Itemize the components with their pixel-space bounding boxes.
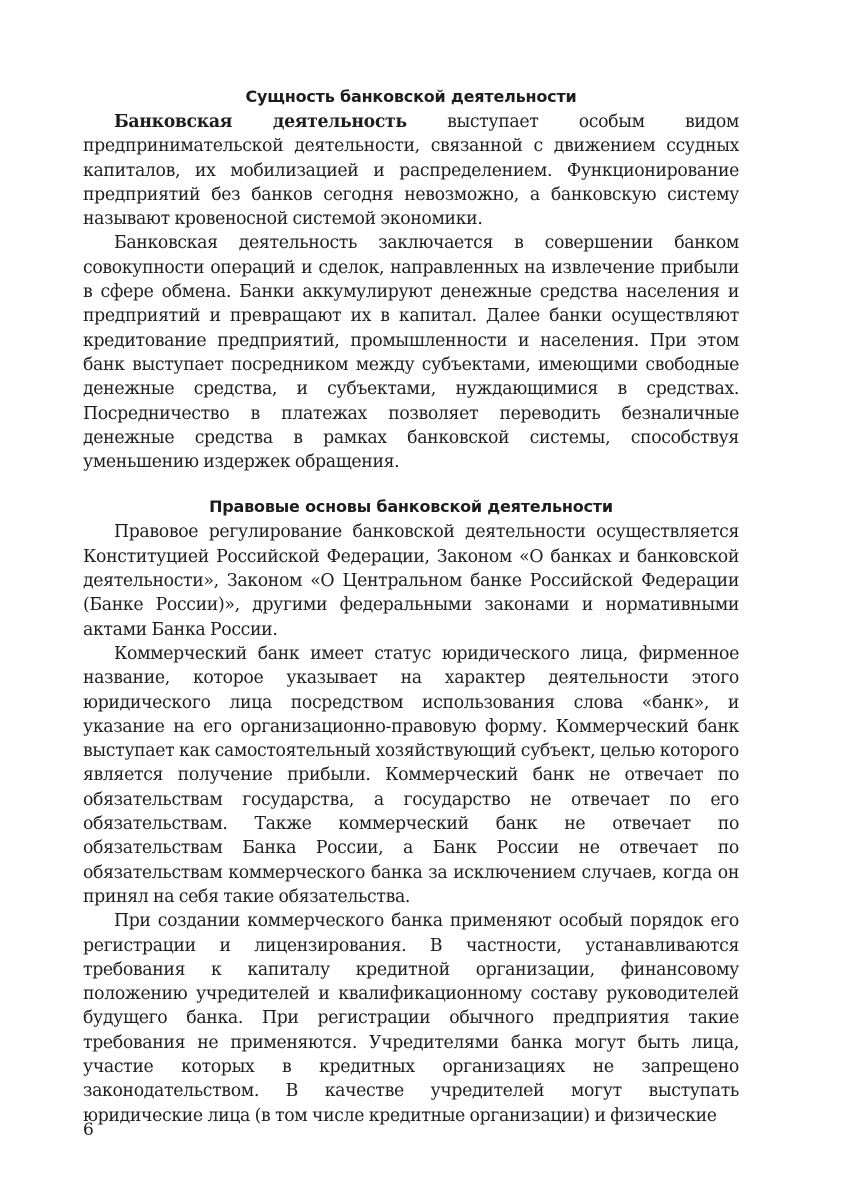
section-heading-essence: Сущность банковской деятельности bbox=[245, 87, 577, 106]
section-heading-legal: Правовые основы банковской деятельности bbox=[209, 497, 613, 517]
paragraph-essence-2: Банковская деятельность заключается в совершении банком совокупности операций и сделок, направленных на извлечение прибыли в сфере обмена. Банки аккумулируют денежные средства населения и предприятий и превращают их в капитал. Далее банки осуществляют кредитование предприятий, промышленности и населения. При этом банк выступает посредником между субъектами, имеющими свободные денежные средства, и субъектами, нуждающимися в средствах. Посредничество в платежах позволяет переводить безналичные денежные средства в рамках банковской системы, способствуя уменьшению издержек обращения. bbox=[83, 233, 739, 473]
paragraph-legal-2: Коммерческий банк имеет статус юридического лица, фирменное название, которое указывает на характер деятельности этого юридического лица посредством использования слова «банк», и указание на его организационно-правовую форму. Коммерческий банк выступает как самостоятельный хозяйствующий субъект, целью которого является получение прибыли. Коммерческий банк не отвечает по обязательствам государства, а государство не отвечает по его обязательствам. Также коммерческий банк не отвечает по обязательствам Банка России, а Банк России не отвечает по обязательствам коммерческого банка за исключением случаев, когда он принял на себя такие обязательства. bbox=[83, 643, 739, 907]
page-number: 6 bbox=[83, 1120, 94, 1140]
term-banking-activity: Банковская деятельность bbox=[114, 112, 407, 132]
paragraph-legal-1: Правовое регулирование банковской деятельности осуществляется Конституцией Российской Федерации, Законом «О банках и банковской деятельности», Законом «О Центральном банке Российской Федерации (Банке России)», другими федеральными законами и нормативными актами Банка России. bbox=[83, 522, 739, 640]
paragraph-essence-1-text: выступает особым видом предпринимательской деятельности, связанной с движением ссудных капиталов, их мобилизацией и распределением. Функционирование предприятий без банков сегодня невозможно, а банковскую систему называют кровеносной системой экономики. bbox=[83, 112, 740, 230]
paragraph-essence-1 bbox=[83, 110, 739, 231]
page-body bbox=[83, 84, 739, 1128]
paragraph-legal-3: При создании коммерческого банка применяют особый порядок его регистрации и лицензирования. В частности, устанавливаются требования к капиталу кредитной организации, финансовому положению учредителей и квалификационному составу руководителей будущего банка. При регистрации обычного предприятия такие требования не применяются. Учредителями банка могут быть лица, участие которых в кредитных организациях не запрещено законодательством. В качестве учредителей могут выступать юридические лица (в том числе кредитные организации) и физические bbox=[83, 911, 739, 1126]
